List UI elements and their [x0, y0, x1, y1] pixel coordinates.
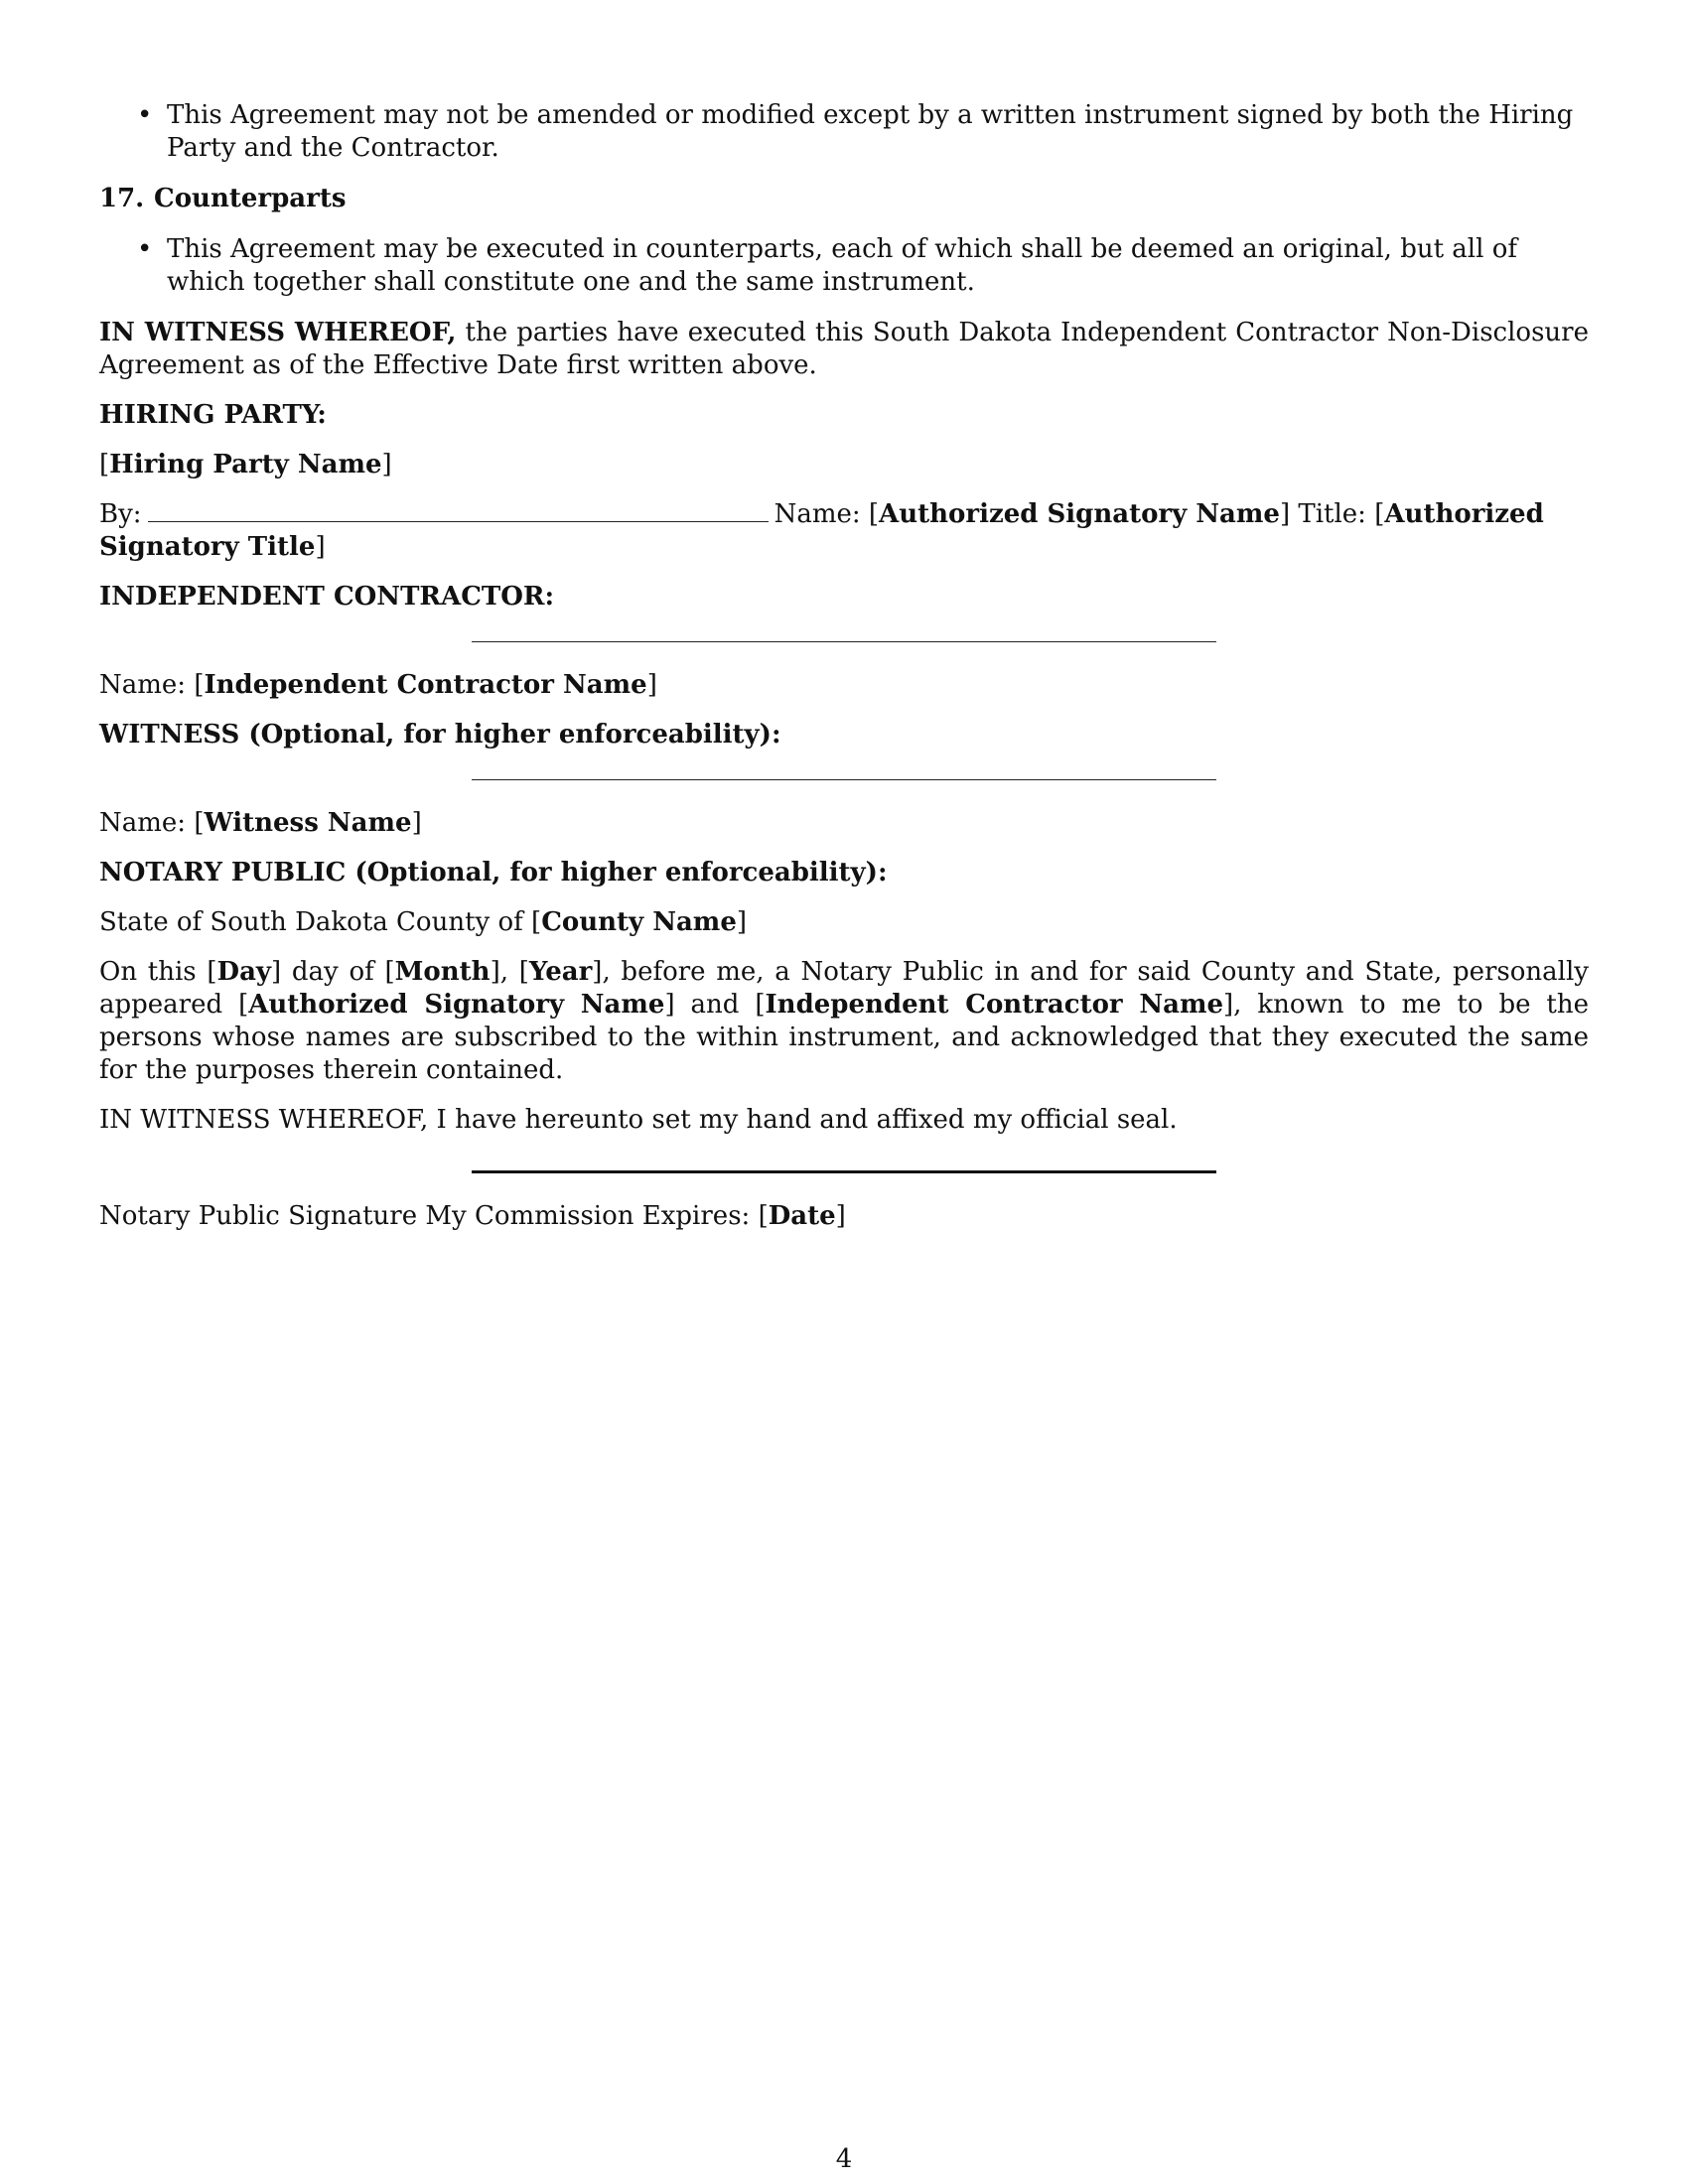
contractor-signature-line — [472, 641, 1216, 642]
ack-contractor-placeholder: Independent Contractor Name — [765, 990, 1224, 1020]
witness-name: Name: [Witness Name] — [99, 808, 422, 838]
county-placeholder: County Name — [541, 907, 737, 937]
hiring-party-signature-line: By: Name: [Authorized Signatory Name] Title: [Authorized Signatory Title] — [99, 499, 1544, 562]
witness-name-label: Name: — [99, 808, 187, 838]
contractor-name-placeholder: Independent Contractor Name — [204, 670, 647, 700]
hiring-party-name-placeholder: Hiring Party Name — [109, 450, 382, 479]
bullet-dot: • — [137, 100, 153, 130]
document-page — [99, 99, 1589, 1250]
counterparts-bullet — [99, 233, 1589, 299]
notary-heading: NOTARY PUBLIC (Optional, for higher enforceability): — [99, 858, 888, 887]
ack-signatory-placeholder: Authorized Signatory Name — [248, 990, 665, 1020]
witness-heading: WITNESS (Optional, for higher enforceability): — [99, 720, 781, 750]
contractor-heading: INDEPENDENT CONTRACTOR: — [99, 582, 555, 612]
signatory-name-placeholder: Authorized Signatory Name — [879, 499, 1280, 529]
contractor-name-label: Name: — [99, 670, 187, 700]
contractor-name: Name: [Independent Contractor Name] — [99, 670, 657, 700]
amendment-bullet — [99, 99, 1589, 165]
bullet-dot: • — [137, 234, 153, 264]
witness-clause — [99, 317, 1589, 382]
page-number: 4 — [835, 2144, 853, 2174]
by-signature-underline — [148, 499, 769, 522]
section-heading-counterparts — [99, 183, 1589, 215]
witness-signature-line — [472, 779, 1216, 780]
witness-clause-text: the parties have executed this South Dakota Independent Contractor Non-Disclosure Agreement as of the Effective Date first written above. — [99, 318, 1589, 380]
hiring-party-heading: HIRING PARTY: — [99, 400, 327, 430]
notary-seal-text: IN WITNESS WHEREOF, I have hereunto set my hand and affixed my official seal. — [99, 1105, 1178, 1135]
signatory-name-label: Name: — [774, 499, 861, 529]
section-number: 17. — [99, 184, 145, 213]
amendment-text: This Agreement may not be amended or modified except by a written instrument signed by both the Hiring Party and the Contractor. — [167, 100, 1574, 163]
day-placeholder: Day — [216, 957, 272, 987]
witness-clause-lead: IN WITNESS WHEREOF, — [99, 318, 457, 347]
signatory-title-placeholder: Authorized Signatory Title — [99, 499, 1544, 562]
counterparts-text: This Agreement may be executed in counterparts, each of which shall be deemed an original, but all of which together shall constitute one and the same instrument. — [167, 234, 1517, 297]
notary-acknowledgment: On this [Day] day of [Month], [Year], before me, a Notary Public in and for said County and State, personally appeared [Authorized Signatory Name] and [Independent Contractor Name], known to me to be the persons whose names are subscribed to the within instrument, and acknowledged that they executed the same for the purposes therein contained. — [99, 957, 1589, 1085]
notary-signature-caption: Notary Public Signature My Commission Expires: [Date] — [99, 1201, 846, 1231]
notary-signature-line — [472, 1170, 1216, 1173]
hiring-party-name: [Hiring Party Name] — [99, 450, 392, 479]
witness-name-placeholder: Witness Name — [204, 808, 412, 838]
signatory-title-label: Title: — [1298, 499, 1366, 529]
by-label: By: — [99, 499, 142, 529]
month-placeholder: Month — [394, 957, 491, 987]
year-placeholder: Year — [528, 957, 593, 987]
notary-state-county: State of South Dakota County of [County Name] — [99, 907, 748, 937]
date-placeholder: Date — [768, 1201, 836, 1231]
section-title: Counterparts — [154, 184, 347, 213]
